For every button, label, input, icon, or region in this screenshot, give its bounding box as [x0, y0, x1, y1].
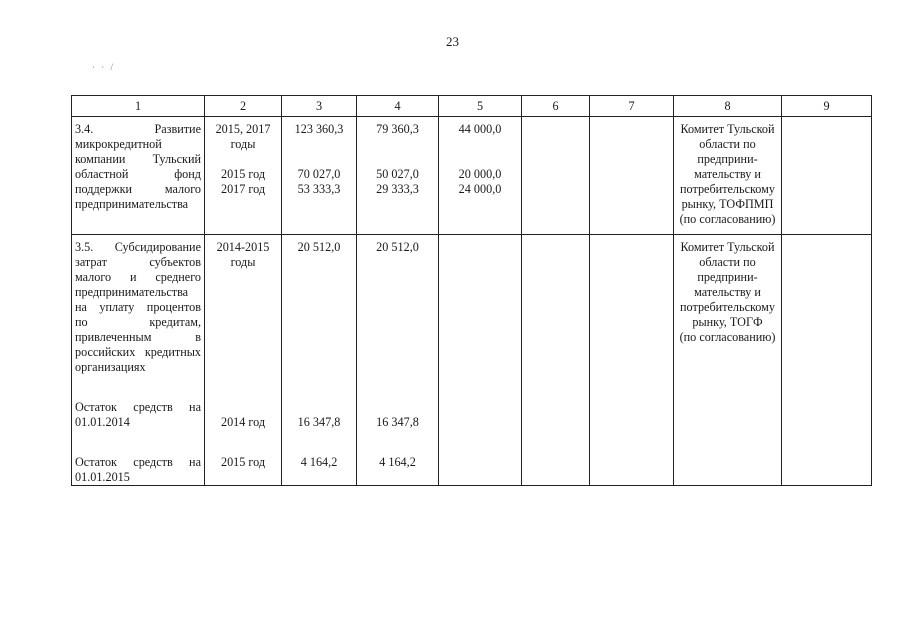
total-cell — [282, 235, 357, 486]
amount-value: 44 000,0 — [458, 122, 502, 136]
years-cell — [205, 117, 282, 235]
column-number: 6 — [522, 96, 590, 117]
col9-cell — [782, 117, 872, 235]
years-value: годы — [230, 137, 256, 151]
column-number: 8 — [674, 96, 782, 117]
balance-label-line: Остаток средств на — [75, 455, 201, 469]
measure-name-line: 3.5. Субсидирование — [75, 240, 201, 254]
measure-name-line: 3.4. Развитие — [75, 122, 201, 136]
measure-name-line: областной фонд — [75, 167, 201, 181]
measure-name-line: предпринимательства — [75, 197, 189, 211]
executor-line: рынку, ТОГФ — [692, 315, 763, 329]
measure-name-line: привлеченным в — [75, 330, 201, 344]
page-number: 23 — [446, 34, 459, 49]
col4-cell — [357, 235, 439, 486]
column-number: 5 — [439, 96, 522, 117]
table-row — [72, 117, 872, 235]
column-number: 4 — [357, 96, 439, 117]
program-table — [71, 95, 872, 486]
amount-value: 20 512,0 — [297, 240, 341, 254]
executor-line: предприни- — [697, 270, 758, 284]
amount-value: 20 000,0 — [458, 167, 502, 181]
col6-cell — [522, 117, 590, 235]
measure-name-line: поддержки малого — [75, 182, 201, 196]
column-number: 2 — [205, 96, 282, 117]
col7-cell — [590, 235, 674, 486]
executor-line: (по согласованию) — [679, 212, 776, 226]
amount-value: 53 333,3 — [297, 182, 341, 196]
column-number: 3 — [282, 96, 357, 117]
amount-value: 20 512,0 — [376, 240, 419, 254]
executor-line: мательству и — [694, 285, 761, 299]
executor-line: (по согласованию) — [679, 330, 776, 344]
executor-line: мательству и — [694, 167, 761, 181]
executor-cell — [674, 117, 782, 235]
col4-cell — [357, 117, 439, 235]
column-number-row — [72, 96, 872, 117]
years-value: 2015 год — [220, 167, 266, 181]
years-value: 2017 год — [220, 182, 266, 196]
measure-name-line: компании Тульский — [75, 152, 201, 166]
executor-line: области по — [699, 137, 756, 151]
years-value: 2014-2015 — [216, 240, 270, 254]
years-value: 2015, 2017 — [215, 122, 271, 136]
column-number: 1 — [72, 96, 205, 117]
column-number: 9 — [782, 96, 872, 117]
column-number: 7 — [590, 96, 674, 117]
measure-name-line: по кредитам, — [75, 315, 201, 329]
measure-name-line: микрокредитной — [75, 137, 162, 151]
amount-value: 24 000,0 — [458, 182, 502, 196]
balance-label-line: 01.01.2014 — [75, 415, 130, 429]
measure-name-cell — [72, 117, 205, 235]
col9-cell — [782, 235, 872, 486]
executor-line: Комитет Тульской — [680, 122, 775, 136]
executor-line: потребительскому — [680, 300, 775, 314]
executor-line: Комитет Тульской — [680, 240, 775, 254]
amount-value: 16 347,8 — [297, 415, 341, 429]
executor-line: рынку, ТОФПМП — [681, 197, 774, 211]
executor-line: потребительскому — [680, 182, 775, 196]
col6-cell — [522, 235, 590, 486]
measure-name-line: малого и среднего — [75, 270, 201, 284]
amount-value: 4 164,2 — [300, 455, 338, 469]
measure-name-line: российских кредитных — [75, 345, 201, 359]
measure-name-line: организациях — [75, 360, 146, 374]
total-cell — [282, 117, 357, 235]
scan-mark: · · / — [92, 62, 115, 72]
balance-label-line: Остаток средств на — [75, 400, 201, 414]
measure-name-line: на уплату процентов — [75, 300, 201, 314]
amount-value: 16 347,8 — [376, 415, 419, 429]
table-row — [72, 235, 872, 486]
measure-name-line: предпринимательства — [75, 285, 189, 299]
years-value: 2015 год — [220, 455, 266, 469]
amount-value: 123 360,3 — [294, 122, 344, 136]
years-value: годы — [230, 255, 256, 269]
balance-label-line: 01.01.2015 — [75, 470, 130, 484]
amount-value: 70 027,0 — [297, 167, 341, 181]
amount-value: 50 027,0 — [376, 167, 419, 181]
col5-cell — [439, 117, 522, 235]
executor-cell — [674, 235, 782, 486]
executor-line: предприни- — [697, 152, 758, 166]
executor-line: области по — [699, 255, 756, 269]
measure-name-cell — [72, 235, 205, 486]
years-value: 2014 год — [220, 415, 266, 429]
measure-name-line: затрат субъектов — [75, 255, 201, 269]
years-cell — [205, 235, 282, 486]
amount-value: 4 164,2 — [379, 455, 416, 469]
amount-value: 29 333,3 — [376, 182, 419, 196]
amount-value: 79 360,3 — [376, 122, 419, 136]
col7-cell — [590, 117, 674, 235]
col5-cell — [439, 235, 522, 486]
